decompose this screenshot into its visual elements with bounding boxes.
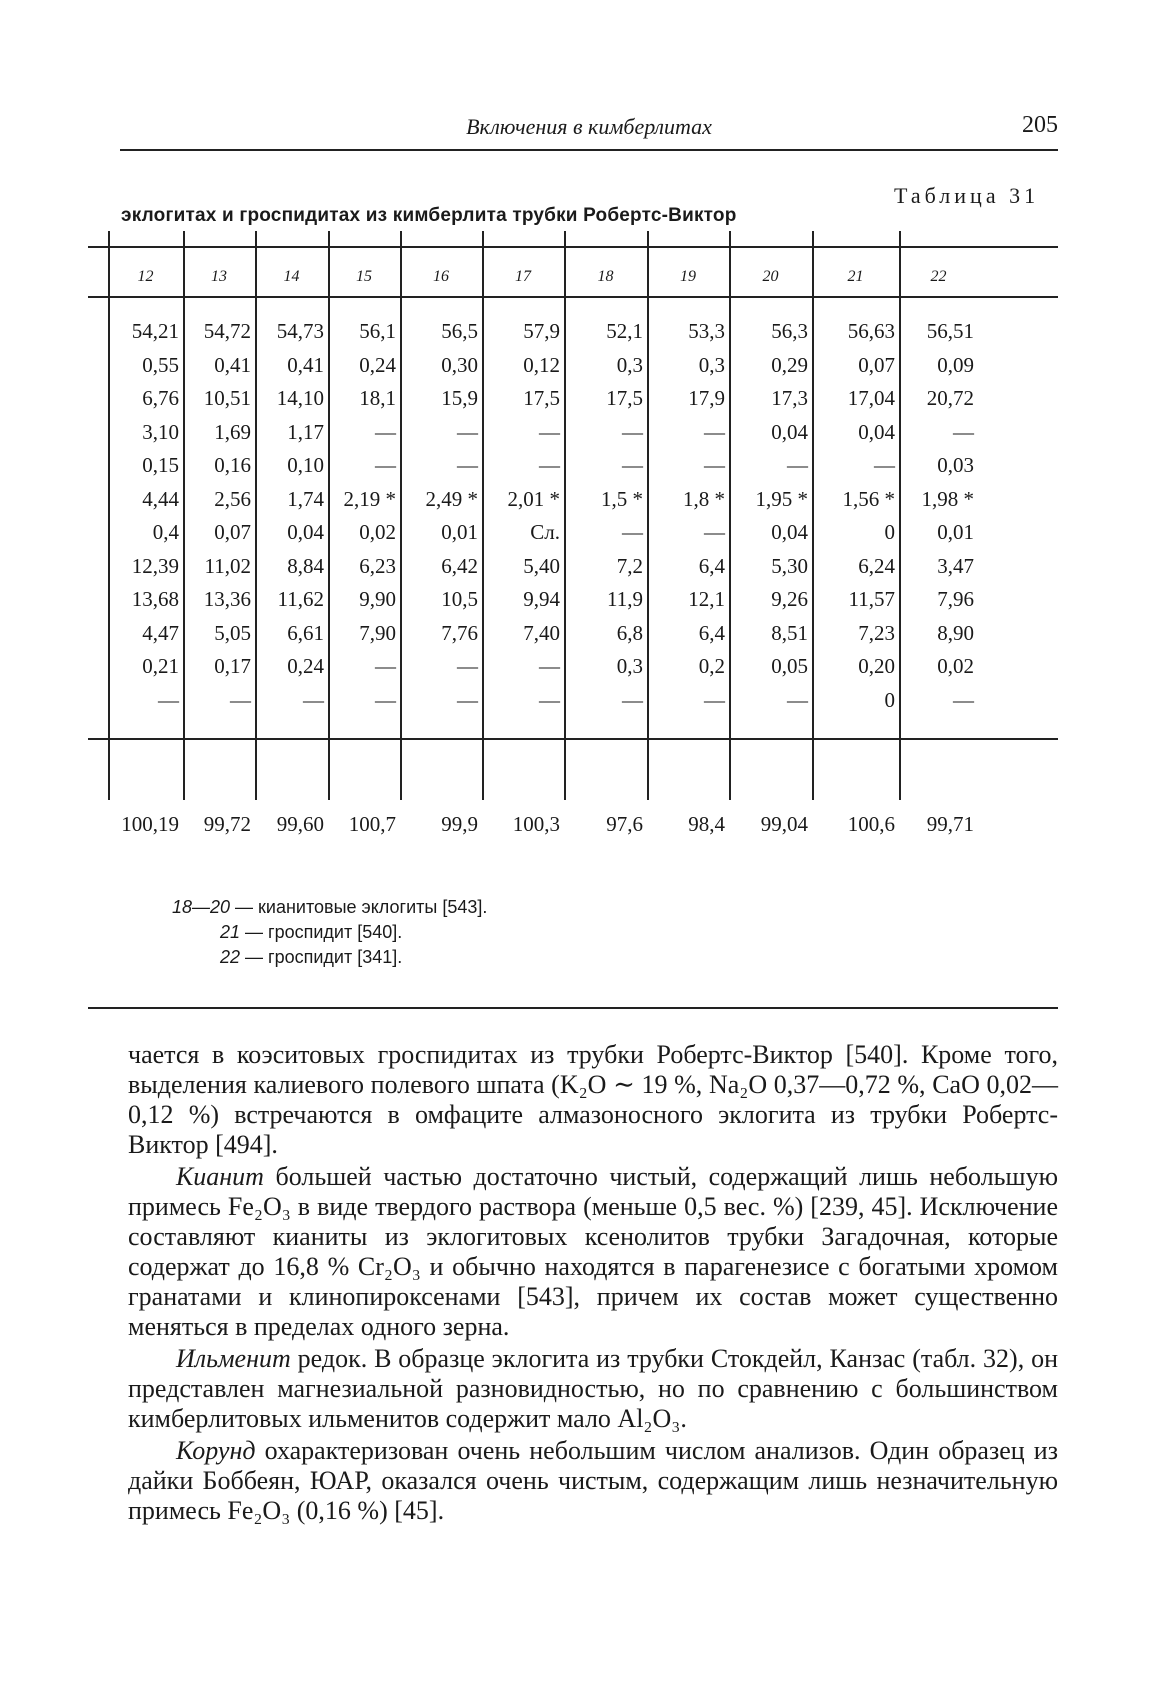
table-cell: 20,72 — [926, 386, 974, 410]
table-cell: 11,57 — [848, 587, 895, 611]
column-divider — [812, 738, 814, 800]
running-title: Включения в кимберлитах — [466, 114, 712, 139]
table-cell: 7,96 — [937, 587, 974, 611]
column-divider — [108, 738, 110, 800]
table-cell: 10,5 — [441, 587, 478, 611]
column-divider — [328, 738, 330, 800]
table-cell: 0,30 — [441, 352, 478, 377]
table-cell: — — [622, 687, 643, 712]
table-cell: 1,98 * — [921, 486, 974, 511]
total-cell: 99,60 — [276, 812, 324, 836]
table-cell: — — [622, 453, 643, 477]
column-divider — [564, 231, 566, 301]
table-cell: 6,8 — [616, 620, 643, 645]
column-divider — [328, 231, 330, 301]
table-cell: — — [704, 419, 725, 444]
table-cell: 0,04 — [771, 419, 808, 444]
column-header: 13 — [211, 268, 227, 285]
paragraph — [128, 1162, 1058, 1342]
table-cell: 0,02 — [937, 654, 974, 678]
body-text — [128, 1040, 1058, 1528]
note-line — [220, 920, 487, 945]
table-cell: 0,07 — [214, 520, 251, 544]
column-divider — [255, 231, 257, 301]
table-cell: — — [622, 419, 643, 444]
table-cell: 1,17 — [287, 419, 324, 444]
table-cell: 6,23 — [359, 553, 396, 578]
mineral-term: Кианит — [176, 1162, 264, 1191]
table-cell: 7,90 — [359, 620, 396, 645]
table-cell: 6,24 — [858, 553, 895, 578]
table-cell: 18,1 — [359, 386, 396, 410]
table-cell: — — [230, 687, 251, 712]
table-cell: — — [375, 419, 396, 444]
paragraph — [128, 1436, 1058, 1526]
table-cell: 0,24 — [287, 654, 324, 678]
table-cell: 54,21 — [131, 319, 179, 343]
table-cell: 7,40 — [523, 620, 560, 645]
table-cell: 7,2 — [616, 553, 643, 578]
column-divider — [812, 231, 814, 301]
table-cell: 53,3 — [688, 319, 725, 343]
column-divider — [729, 231, 731, 301]
table-cell: 1,74 — [287, 486, 324, 511]
table-cell: 56,5 — [441, 319, 478, 343]
column-header: 16 — [433, 268, 449, 285]
table-cell: 6,76 — [142, 386, 179, 410]
table-cell: 0,17 — [214, 654, 251, 678]
table-cell: 17,3 — [771, 386, 808, 410]
table-cell: — — [539, 419, 560, 444]
table-cell: 54,73 — [276, 319, 324, 343]
paragraph-text: большей частью достаточно чистый, содержащий лишь небольшую примесь Fe₂O₃ в виде твердого раствора (меньше 0,5 вес. %) [239, 45]. Исключение составляют кианиты из эклогитовых ксенолитов трубки Загадочная, которые содержат до 16,8 % Cr₂O₃ и обычно находятся в парагенезисе с богатыми хромом гранатами и клинопироксенами [543], причем их состав может существенно меняться в пределах одного зерна. — [128, 1162, 1058, 1341]
table-cell: 1,8 * — [683, 486, 725, 511]
table-cell: 9,26 — [771, 587, 808, 611]
table-cell: 0,21 — [142, 654, 179, 678]
total-cell: 99,9 — [441, 812, 478, 836]
note-text: — гроспидит [540]. — [240, 922, 403, 942]
column-divider — [108, 231, 110, 301]
table-cell: 0,02 — [359, 520, 396, 544]
table-cell: 13,36 — [203, 587, 251, 611]
table-cell: 6,4 — [698, 553, 725, 578]
column-divider — [899, 738, 901, 800]
table-cell: 11,9 — [607, 587, 643, 611]
table-cell: — — [457, 419, 478, 444]
table-cell: 12,1 — [688, 587, 725, 611]
table-cell: 56,51 — [926, 319, 974, 343]
column-header: 14 — [283, 268, 300, 285]
table-cell: 0,04 — [858, 419, 895, 444]
table-cell: — — [539, 687, 560, 712]
table-cell: 9,94 — [523, 587, 560, 611]
table-cell: 4,47 — [142, 620, 179, 645]
note-text: — кианитовые эклогиты [543]. — [230, 897, 488, 917]
column-header: 12 — [137, 268, 154, 285]
paragraph — [128, 1344, 1058, 1434]
table-cell: 17,9 — [688, 386, 725, 410]
column-divider — [647, 231, 649, 301]
table-cell: 12,39 — [131, 553, 179, 578]
data-table — [88, 246, 1058, 866]
table-cell: 3,47 — [937, 553, 974, 578]
table-cell: 8,90 — [937, 620, 974, 645]
table-cell: — — [787, 453, 808, 477]
table-cell: 0,09 — [937, 352, 974, 377]
table-cell: 7,23 — [858, 620, 895, 645]
table-cell: 0,41 — [287, 352, 324, 377]
table-cell: — — [539, 453, 560, 477]
table-cell: 0,41 — [214, 352, 251, 377]
table-cell: 5,30 — [771, 553, 808, 578]
table-cell: 4,44 — [142, 486, 179, 511]
table-cell: 2,19 * — [343, 486, 396, 511]
table-cell: — — [953, 419, 974, 444]
table-cell: 1,69 — [214, 419, 251, 444]
table-cell: 7,76 — [441, 620, 478, 645]
column-header: 22 — [930, 268, 947, 285]
mineral-term: Ильменит — [176, 1344, 291, 1373]
table-cell: 8,51 — [771, 620, 808, 645]
total-cell: 99,72 — [203, 812, 251, 836]
table-cell: — — [704, 520, 725, 544]
column-header: 21 — [847, 268, 864, 285]
table-cell: 9,90 — [359, 587, 396, 611]
table-cell: 17,04 — [847, 386, 895, 410]
table-cell: — — [375, 453, 396, 477]
column-divider — [899, 231, 901, 301]
table-cell: 0,3 — [616, 654, 643, 678]
table-cell: 2,56 — [214, 486, 251, 511]
paragraph-text: охарактеризован очень небольшим числом анализов. Один образец из дайки Боббеян, ЮАР, оказался очень чистым, содержащим лишь незначительную примесь Fe₂O₃ (0,16 %) [45]. — [128, 1436, 1058, 1525]
column-header: 17 — [515, 268, 531, 285]
column-divider — [482, 738, 484, 800]
table-cell: 0 — [884, 687, 895, 712]
table-cell: 0,29 — [771, 352, 808, 377]
table-cell: 0,07 — [858, 352, 895, 377]
table-cell: 3,10 — [142, 419, 179, 444]
table-cell: 0,3 — [698, 352, 725, 377]
table-cell: Сл. — [530, 520, 560, 544]
table-cell: 0,15 — [142, 453, 179, 477]
table-cell: 0,3 — [616, 352, 643, 377]
table-cell: 0,12 — [523, 352, 560, 377]
table-rule — [88, 738, 1058, 740]
note-number: 18—20 — [172, 897, 231, 917]
table-cell: 0,01 — [937, 520, 974, 544]
table-cell: 13,68 — [131, 587, 179, 611]
column-header: 18 — [597, 268, 614, 285]
table-cell: 1,56 * — [842, 486, 895, 511]
column-divider — [400, 231, 402, 301]
total-cell: 98,4 — [688, 812, 725, 836]
running-head — [120, 110, 1058, 144]
table-cell: 54,72 — [203, 319, 251, 343]
mineral-term: Корунд — [176, 1436, 256, 1465]
table-label: Таблица 31 — [894, 183, 1040, 208]
table-notes — [172, 895, 487, 970]
table-cell: 2,01 * — [507, 486, 560, 511]
table-cell: 56,3 — [771, 319, 808, 343]
table-cell: 0,16 — [214, 453, 251, 477]
column-divider — [482, 231, 484, 301]
table-cell: 57,9 — [523, 319, 560, 343]
table-cell: 0 — [884, 520, 895, 544]
total-cell: 100,3 — [512, 812, 560, 836]
table-cell: — — [539, 654, 560, 678]
total-cell: 100,19 — [121, 812, 179, 836]
table-cell: 5,05 — [214, 620, 251, 645]
table-cell: — — [375, 687, 396, 712]
table-cell: 15,9 — [441, 386, 478, 410]
note-number: 21 — [220, 922, 241, 942]
section-divider — [88, 1007, 1058, 1009]
table-cell: 5,40 — [523, 553, 560, 578]
column-divider — [183, 231, 185, 301]
table-cell: 17,5 — [606, 386, 643, 410]
table-cell: 56,63 — [847, 319, 895, 343]
table-cell: 11,62 — [277, 587, 324, 611]
table-rule — [88, 296, 1058, 298]
table-cell: — — [953, 687, 974, 712]
paragraph: чается в коэситовых гроспидитах из трубки Робертс-Виктор [540]. Кроме того, выделения калиевого полевого шпата (K₂O ∼ 19 %, Na₂O 0,37—0,72 %, CaO 0,02—0,12 %) встречаются в омфаците алмазоносного эклогита из трубки Робертс-Виктор [494]. — [128, 1040, 1058, 1159]
table-cell: 0,24 — [359, 352, 396, 377]
table-cell: 0,10 — [287, 453, 324, 477]
table-cell: 14,10 — [276, 386, 324, 410]
total-cell: 99,71 — [926, 812, 974, 836]
table-cell: 0,4 — [152, 520, 179, 544]
table-cell: 56,1 — [359, 319, 396, 343]
table-cell: — — [457, 687, 478, 712]
column-divider — [729, 738, 731, 800]
table-cell: — — [158, 687, 179, 712]
total-cell: 100,7 — [348, 812, 396, 836]
header-rule — [120, 149, 1058, 151]
table-cell: 11,02 — [204, 553, 251, 578]
note-text: — гроспидит [341]. — [240, 947, 403, 967]
table-cell: 6,4 — [698, 620, 725, 645]
note-line — [172, 895, 487, 920]
page-number: 205 — [1022, 112, 1058, 138]
column-divider — [647, 738, 649, 800]
table-cell: 1,95 * — [755, 486, 808, 511]
table-cell: 0,55 — [142, 352, 179, 377]
table-cell: — — [457, 453, 478, 477]
column-divider — [400, 738, 402, 800]
column-header: 19 — [680, 268, 696, 285]
table-cell: 0,05 — [771, 654, 808, 678]
paragraph-text: редок. В образце эклогита из трубки Стокдейл, Канзас (табл. 32), он представлен магнезиальной разновидностью, но по сравнению с большинством кимберлитовых ильменитов содержит мало Al₂O₃. — [128, 1344, 1058, 1433]
table-cell: 6,61 — [287, 620, 324, 645]
table-cell: 52,1 — [606, 319, 643, 343]
table-cell: 0,04 — [771, 520, 808, 544]
note-line — [220, 945, 487, 970]
table-cell: — — [303, 687, 324, 712]
table-cell: 8,84 — [287, 553, 324, 578]
table-cell: — — [787, 687, 808, 712]
table-cell: — — [622, 520, 643, 544]
table-cell: 0,2 — [698, 654, 725, 678]
table-cell: — — [704, 687, 725, 712]
column-divider — [564, 738, 566, 800]
table-cell: 0,03 — [937, 453, 974, 477]
table-cell: 6,42 — [441, 553, 478, 578]
table-cell: 0,01 — [441, 520, 478, 544]
column-divider — [183, 738, 185, 800]
table-cell: 1,5 * — [601, 486, 643, 511]
column-divider — [255, 738, 257, 800]
table-cell: — — [704, 453, 725, 477]
table-cell: 2,49 * — [425, 486, 478, 511]
total-cell: 100,6 — [847, 812, 895, 836]
table-cell: — — [457, 654, 478, 678]
total-cell: 99,04 — [760, 812, 808, 836]
table-cell: 0,20 — [858, 654, 895, 678]
table-cell: — — [874, 453, 895, 477]
table-caption: эклогитах и гроспидитах из кимберлита трубки Робертс-Виктор — [121, 205, 737, 226]
table-cell: 17,5 — [523, 386, 560, 410]
table-rule — [88, 246, 1058, 248]
note-number: 22 — [220, 947, 241, 967]
table-cell: — — [375, 654, 396, 678]
total-cell: 97,6 — [606, 812, 643, 836]
table-cell: 10,51 — [203, 386, 251, 410]
column-header: 20 — [762, 268, 779, 285]
column-header: 15 — [356, 268, 372, 285]
table-cell: 0,04 — [287, 520, 324, 544]
